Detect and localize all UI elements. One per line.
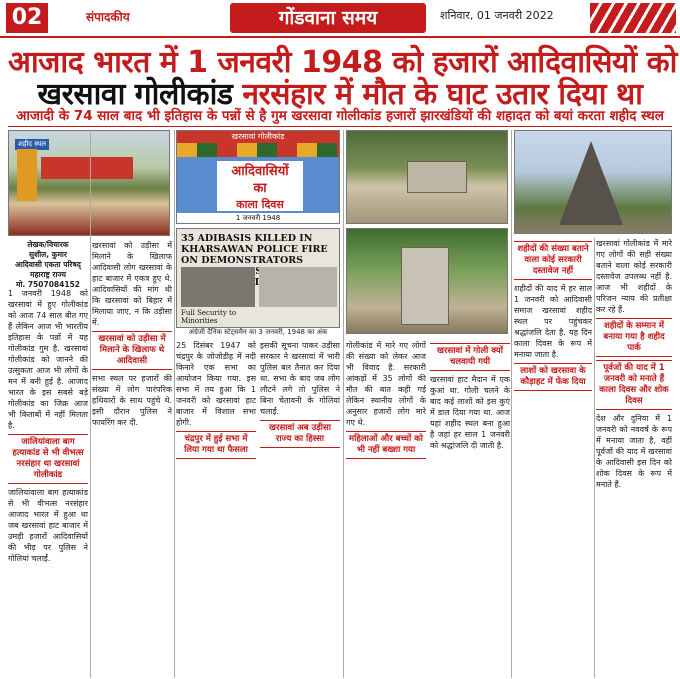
- column-8-text-b: देश और दुनिया में 1 जनवरी को नववर्ष के रूप में मनाया जाता है, वहीं पूर्वजों की याद में खरसावां के आदिवासी इस दिन को शोक दिवस के रूप में मनाते हैं.: [596, 414, 672, 489]
- poster-line-2: का: [253, 181, 267, 196]
- newspaper-clipping: [176, 228, 340, 328]
- poster-line-3: काला दिवस: [217, 199, 303, 211]
- subhead: आजादी के 74 साल बाद भी इतिहास के पन्नों से है गुम खरसावा गोलीकांड हजारों झारखंडियों की शहादत को बयां करता शहीद स्थल: [16, 108, 664, 124]
- column-5-subhead: महिलाओं और बच्चों को भी नहीं बख्शा गया: [346, 431, 426, 459]
- column-3-subhead: चंद्रपुर में हुई सभा में लिया गया था फैसला: [176, 431, 256, 459]
- column-divider: [594, 238, 595, 678]
- column-divider: [90, 130, 91, 678]
- dateline: शनिवार, 01 जनवरी 2022: [440, 9, 554, 22]
- column-1-text: 1 जनवरी 1948 को खरसावां में हुए गोलीकांड को आज 74 साल बीत गए हैं लेकिन आज भी भारतीय इतिहास के पन्नों में यह गोलीकांड गुम है. खरसावां गोलीकांड को जानने की उत्सुकता आज भी लोगों के मन में बनी हुई है. आजाद भारत के इस सबसे बड़े गोलीकांड का जिक्र आज भी किताबों में नहीं मिलता है.: [8, 289, 88, 430]
- newspaper-brand: गोंडवाना समय: [230, 3, 426, 33]
- byline-name: सुशील, कुमार: [29, 250, 67, 259]
- column-4-subhead: खरसावां अब उड़ीसा राज्य का हिस्सा: [260, 420, 340, 448]
- obelisk-photo: [514, 130, 672, 234]
- column-5-text: गोलीकांड में मारे गए लोगों की संख्या को लेकर आज भी विवाद है. सरकारी आंकड़ों में 35 लोगों की मौत की बात कही गई लेकिन स्थानीय लोगों के अनुसार हजारों लोग मारे गए थे.: [346, 341, 426, 427]
- column-divider: [511, 130, 512, 678]
- article-column-1: [8, 288, 88, 678]
- poster-caption: खरसावां गोलीकांड: [177, 131, 339, 143]
- poster-text: [217, 161, 303, 199]
- column-7-subhead: शहीदों की संख्या बताने वाला कोई सरकारी दस्तावेज नहीं: [514, 241, 592, 280]
- column-1-subhead: जालियांवाला बाग हत्याकांड से भी वीभत्स नरसंहार था खरसावां गोलीकांड: [8, 434, 88, 484]
- article-column-4: [260, 340, 340, 678]
- section-label: संपादकीय: [86, 10, 130, 24]
- headline-red-part: नरसंहार में मौत के घाट उतार दिया था: [242, 77, 643, 112]
- memorial-pillar: [17, 149, 37, 201]
- poster-date: 1 जनवरी 1948: [177, 213, 339, 223]
- column-2-text: खरसावां को उड़ीसा में मिलाने के खिलाफ आदिवासी लोग खरसावां के हाट बाजार में एकत्र हुए थे. आदिवासियों की मांग थी कि खरसावां को बिहार में मिलाया जाए, न कि उड़ीसा में.: [92, 241, 172, 327]
- memorial-stone: [401, 247, 449, 325]
- byline-org: आदिवासी एकता परिषद् महाराष्ट्र राज्य: [15, 260, 81, 279]
- headline-rule: [8, 126, 672, 127]
- article-column-8: [596, 238, 672, 678]
- clipping-foot: Full Security to Minorities: [181, 309, 237, 325]
- column-8-subhead: शहीदों के सम्मान में बनाया गया है शहीद पार्क: [596, 318, 672, 357]
- headline-line-1: आजाद भारत में 1 जनवरी 1948 को हजारों आदिवासियों को: [8, 45, 677, 80]
- byline-kind: लेखक/विचारक: [27, 240, 69, 249]
- poster-image: [176, 130, 340, 224]
- masthead: [0, 0, 680, 36]
- clipping-headline: 35 ADIBASIS KILLED IN KHARSAWAN POLICE FIRE ON DEMONSTRATORS: [181, 233, 328, 266]
- byline: [8, 240, 88, 290]
- article-column-7: [514, 238, 592, 678]
- memorial-stone-photo: [346, 228, 508, 334]
- article-column-6: [430, 340, 510, 678]
- memorial-label: शहीद स्थल: [15, 139, 49, 150]
- poster-line-1: आदिवासियों: [231, 164, 289, 179]
- article-column-5: [346, 340, 426, 678]
- column-divider: [174, 130, 175, 678]
- page-number: 02: [6, 3, 50, 33]
- column-8-text: खरसावां गोलीकांड में मारे गए लोगों की सही संख्या बताने वाला कोई सरकारी दस्तावेज उपलब्ध नहीं है. आज भी शहीदों के परिजन न्याय की प्रतीक्षा कर रहे हैं.: [596, 239, 672, 314]
- clipping-caption: अंग्रेजी दैनिक स्टेट्समैन का 3 जनवरी, 1948 का अंक: [188, 328, 328, 336]
- memorial-photo: [8, 130, 170, 236]
- article-column-3: [176, 340, 256, 678]
- column-8-subhead-2: पूर्वजों की याद में 1 जनवरी को मनाते हैं काला दिवस और शोक दिवस: [596, 360, 672, 410]
- byline-phone: मो. 7507084152: [15, 280, 81, 289]
- column-6-subhead: खरसावां में गोली क्यों चलवायी गयी: [430, 343, 510, 371]
- masthead-rule: [0, 36, 680, 38]
- clipping-photo: [181, 267, 255, 307]
- column-7-subhead-2: लाशों को खरसावा के कौड़ाहट में फेंक दिया: [514, 363, 592, 391]
- clipping-column: [259, 267, 337, 307]
- memorial-banner: [41, 157, 133, 179]
- column-4-text: इसकी सूचना पाकर उड़ीसा सरकार ने खरसावां में भारी पुलिस बल तैनात कर दिया था. सभा के बाद जब लोग लौटने लगे तो पुलिस ने बिना चेतावनी के गोलियां चलाईं.: [260, 341, 340, 416]
- article-column-2: [92, 240, 172, 678]
- memorial-wall: [407, 161, 467, 193]
- decorative-stripes-icon: [590, 3, 676, 33]
- column-7-text: शहीदों की याद में हर साल 1 जनवरी को आदिवासी समाज खरसावां शहीद स्थल पर पहुंचकर श्रद्धांजलि देता है. यह दिन काला दिवस के रूप में मनाया जाता है.: [514, 284, 592, 359]
- column-2-subhead: खरसावां को उड़ीसा में मिलाने के खिलाफ थे आदिवासी: [92, 331, 172, 370]
- column-divider: [343, 130, 344, 678]
- martyr-site-photo: [346, 130, 508, 224]
- poster-strip: [177, 143, 339, 157]
- column-3-text: 25 दिसंबर 1947 को चंद्रपुर के जोजोडीह में नदी किनारे एक सभा का आयोजन किया गया. इस सभा में तय हुआ कि 1 जनवरी को खरसावां हाट बाजार में विशाल सभा होगी.: [176, 341, 256, 427]
- column-2-text-b: सभा स्थल पर हजारों की संख्या में लोग पारंपरिक हथियारों के साथ पहुंचे थे. इसी दौरान पुलिस ने फायरिंग कर दी.: [92, 374, 172, 427]
- obelisk: [559, 141, 623, 225]
- column-6-text: खरसावां हाट मैदान में एक कुआं था. गोली चलने के बाद कई लाशों को इस कुएं में डाल दिया गया था. आज यहां शहीद स्थल बना हुआ है जहां हर साल 1 जनवरी को श्रद्धांजलि दी जाती है.: [430, 375, 510, 450]
- column-1-text-b: जालियांवाला बाग हत्याकांड से भी वीभत्स नरसंहार आजाद भारत में हुआ था जब खरसावां हाट बाजार में उमड़ी हजारों आदिवासियों की भीड़ पर पुलिस ने गोलियां चलाईं.: [8, 488, 88, 563]
- headline-black-part: खरसावा गोलीकांड: [37, 77, 233, 112]
